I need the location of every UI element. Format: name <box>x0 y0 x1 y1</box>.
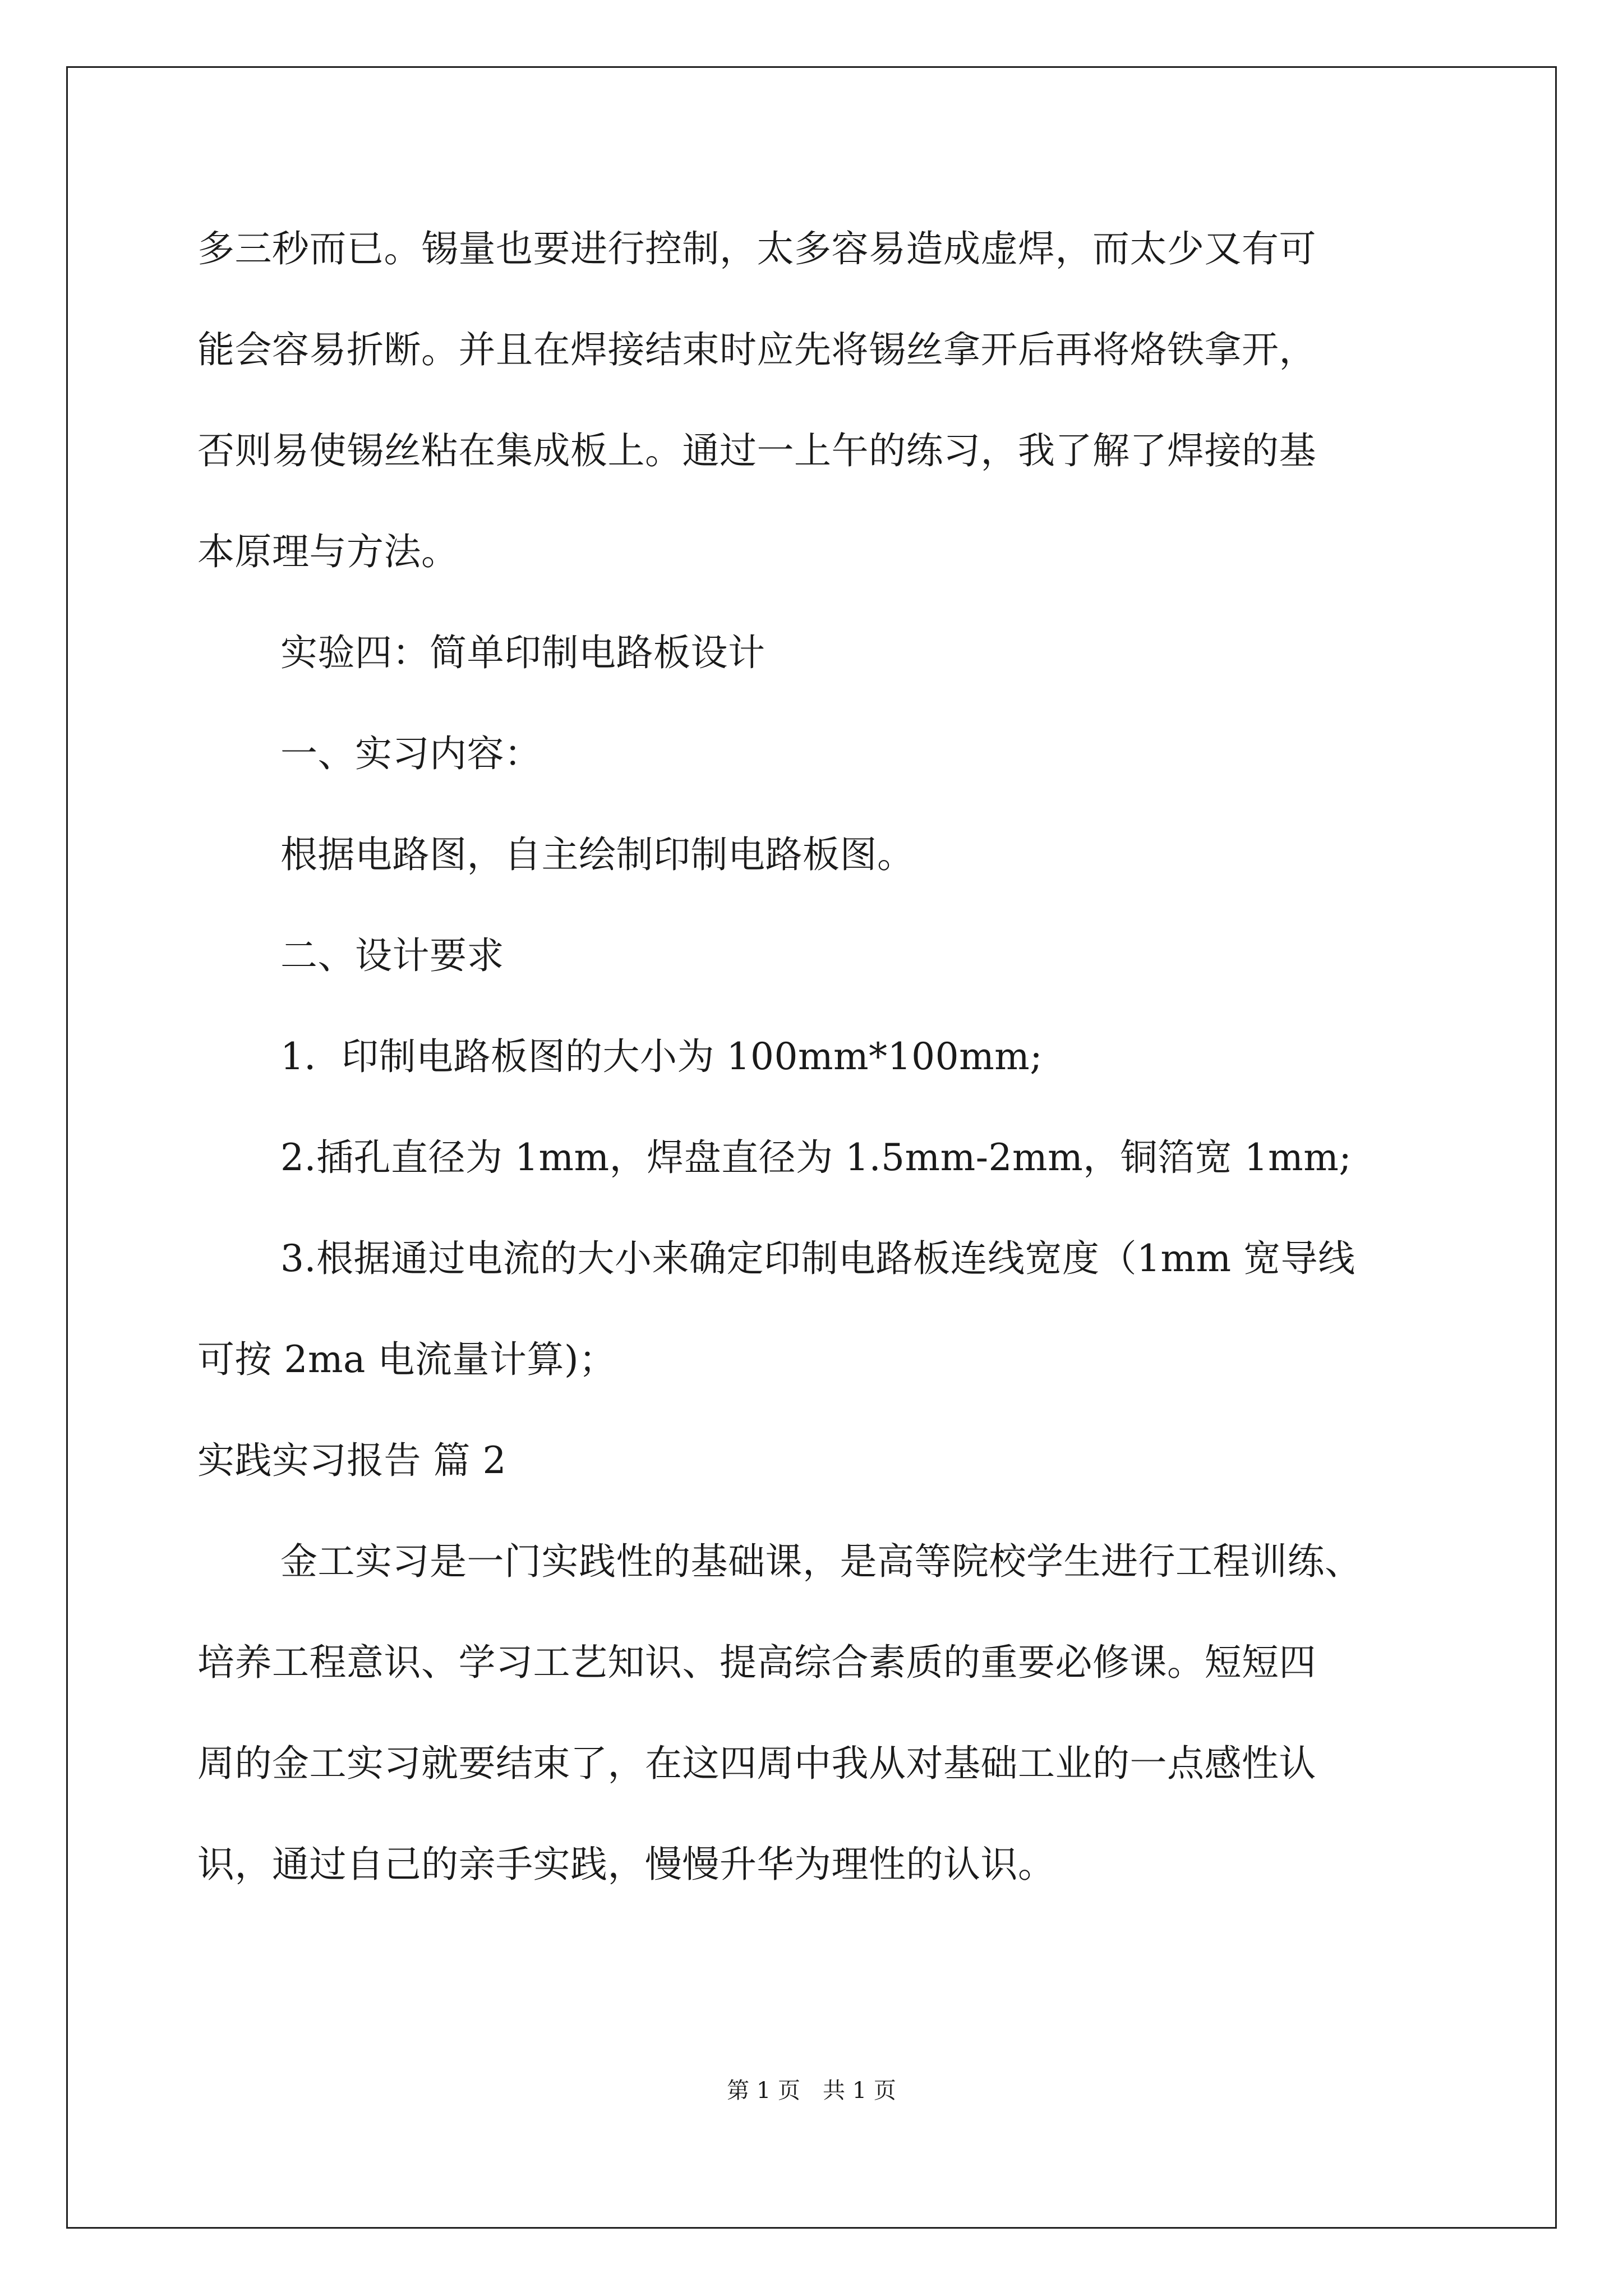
list-item: 2.插孔直径为 1mm，焊盘直径为 1.5mm-2mm，铜箔宽 1mm; <box>280 1136 1352 1179</box>
text-line: 否则易使锡丝粘在集成板上。通过一上午的练习，我了解了焊接的基 <box>197 429 1316 472</box>
text-line: 识，通过自己的亲手实践，慢慢升华为理性的认识。 <box>197 1843 1055 1886</box>
text-line: 金工实习是一门实践性的基础课，是高等院校学生进行工程训练、 <box>280 1540 1362 1583</box>
report-title: 实践实习报告 篇 2 <box>197 1439 506 1482</box>
page-number: 第 1 页 共 1 页 <box>727 2078 896 2104</box>
text-line: 本原理与方法。 <box>197 530 459 573</box>
list-item: 3.根据通过电流的大小来确定印制电路板连线宽度（1mm 宽导线 <box>280 1237 1355 1280</box>
text-line: 根据电路图，自主绘制印制电路板图。 <box>280 833 915 876</box>
text-line: 可按 2ma 电流量计算)； <box>197 1338 616 1381</box>
list-item: 1．印制电路板图的大小为 100mm*100mm; <box>280 1035 1043 1078</box>
text-line: 培养工程意识、学习工艺知识、提高综合素质的重要必修课。短短四 <box>197 1641 1316 1684</box>
text-line: 能会容易折断。并且在焊接结束时应先将锡丝拿开后再将烙铁拿开， <box>197 328 1316 371</box>
subheading: 二、设计要求 <box>280 934 504 977</box>
subheading: 一、实习内容： <box>280 732 542 775</box>
text-line: 周的金工实习就要结束了，在这四周中我从对基础工业的一点感性认 <box>197 1742 1316 1785</box>
text-line: 多三秒而已。锡量也要进行控制，太多容易造成虚焊，而太少又有可 <box>197 227 1316 270</box>
section-heading: 实验四：简单印制电路板设计 <box>280 631 766 674</box>
